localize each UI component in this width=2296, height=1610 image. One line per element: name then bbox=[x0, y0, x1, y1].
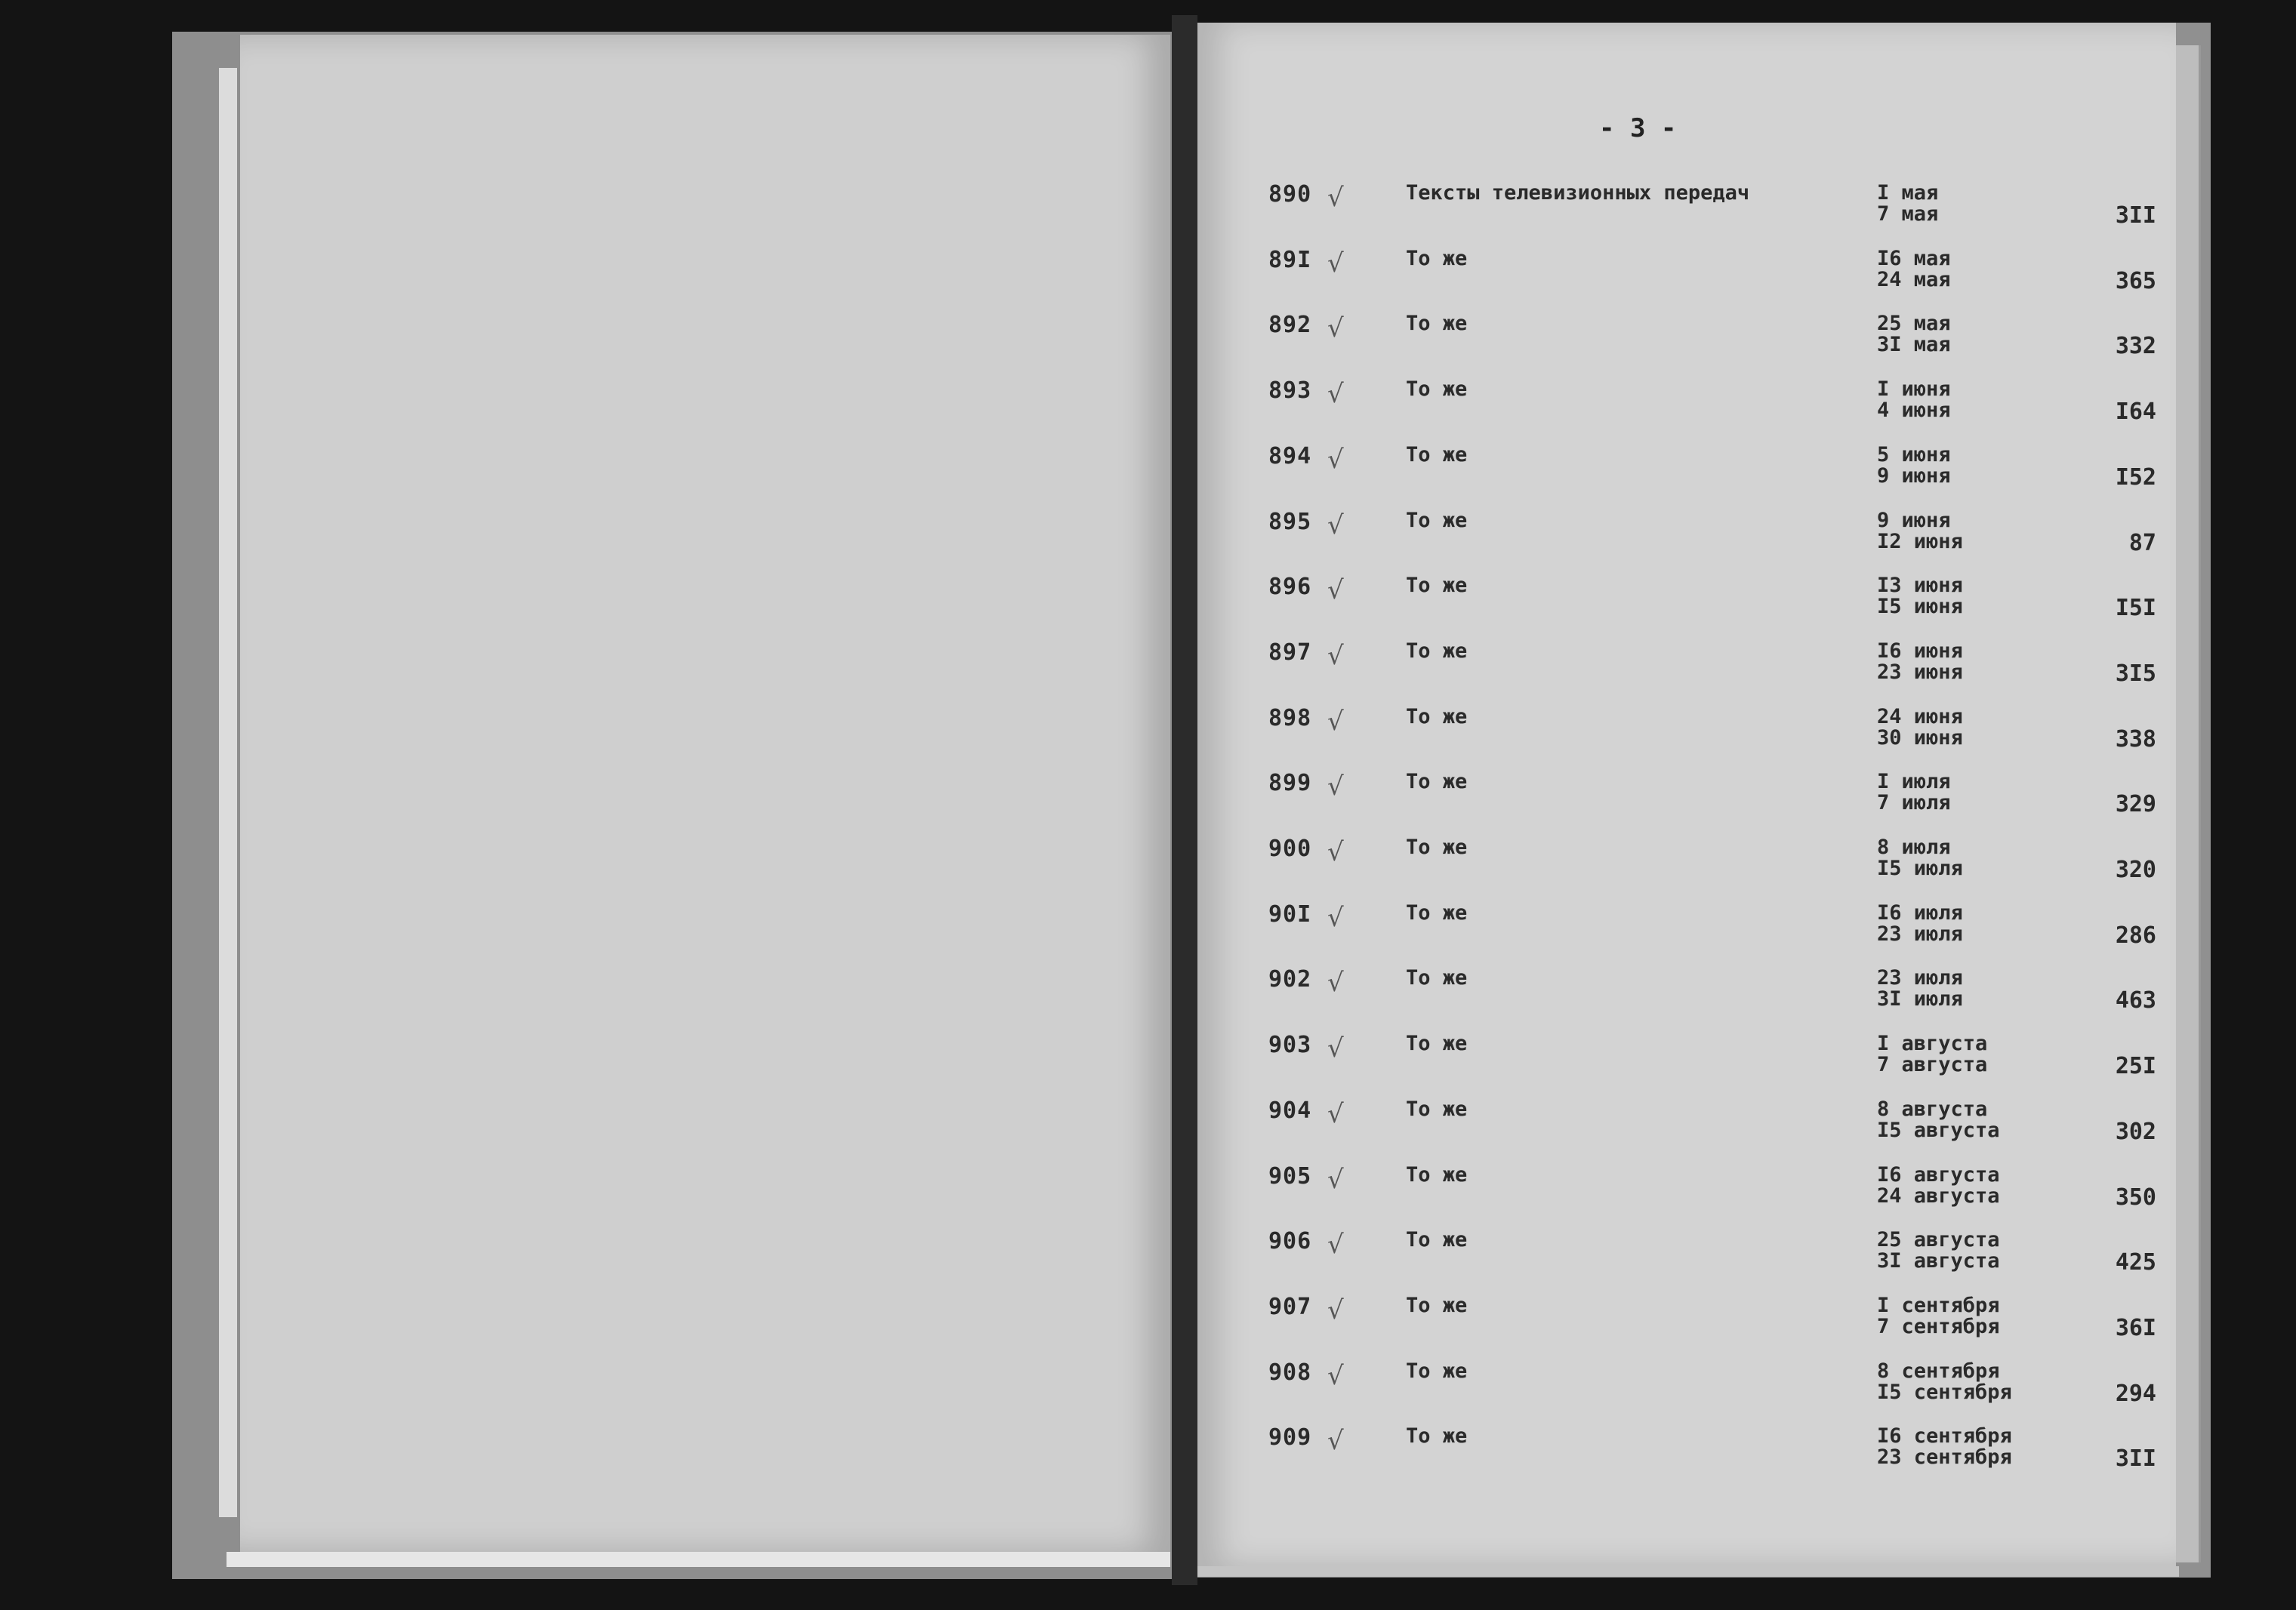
date-to: 7 августа bbox=[1877, 1053, 1988, 1077]
page-count: 25I bbox=[2115, 1053, 2156, 1080]
table-row bbox=[1197, 574, 2176, 634]
table-row bbox=[1197, 1424, 2176, 1485]
check-mark-icon: √ bbox=[1327, 183, 1344, 213]
table-row bbox=[1197, 247, 2176, 307]
date-to: 7 июля bbox=[1877, 791, 1951, 815]
page-count: 320 bbox=[2115, 857, 2156, 883]
item-title: То же bbox=[1406, 442, 1468, 466]
page-count: 338 bbox=[2115, 725, 2156, 753]
date-to: 3I августа bbox=[1877, 1249, 2000, 1273]
item-number: 908 bbox=[1268, 1359, 1312, 1386]
page-count: 87 bbox=[2128, 529, 2156, 556]
page-count: 3I5 bbox=[2115, 660, 2156, 687]
item-title: То же bbox=[1406, 966, 1468, 990]
item-number: 90I bbox=[1268, 900, 1312, 928]
table-row bbox=[1197, 901, 2176, 962]
left-page-edges bbox=[219, 68, 237, 1517]
date-to: 7 мая bbox=[1877, 202, 1939, 226]
check-mark-icon: √ bbox=[1327, 379, 1344, 410]
item-number: 904 bbox=[1268, 1097, 1312, 1124]
date-to: 30 июня bbox=[1877, 725, 1963, 750]
page-count: 286 bbox=[2115, 922, 2156, 949]
date-from: 23 июля bbox=[1877, 966, 1963, 990]
date-to: 23 июня bbox=[1877, 660, 1963, 684]
item-title: То же bbox=[1406, 574, 1468, 598]
table-row bbox=[1197, 770, 2176, 830]
item-number: 89I bbox=[1268, 246, 1312, 273]
item-title: То же bbox=[1406, 704, 1468, 728]
date-from: I июля bbox=[1877, 770, 1951, 794]
page-count: 3II bbox=[2115, 1445, 2156, 1473]
item-number: 898 bbox=[1268, 704, 1312, 731]
check-mark-icon: √ bbox=[1327, 837, 1344, 867]
item-title: То же bbox=[1406, 836, 1468, 859]
date-from: I августа bbox=[1877, 1032, 1988, 1056]
date-from: 25 августа bbox=[1877, 1228, 2000, 1252]
date-from: I6 мая bbox=[1877, 246, 1951, 270]
page-count: 302 bbox=[2115, 1118, 2156, 1145]
date-to: 3I июля bbox=[1877, 987, 1963, 1011]
table-row bbox=[1197, 443, 2176, 503]
date-from: I6 сентября bbox=[1877, 1424, 2012, 1448]
item-number: 894 bbox=[1268, 442, 1312, 469]
right-page-edges bbox=[2176, 45, 2201, 1562]
page-count: I52 bbox=[2115, 463, 2156, 491]
date-to: I5 июня bbox=[1877, 595, 1963, 619]
check-mark-icon: √ bbox=[1327, 1230, 1344, 1261]
page-count: 463 bbox=[2115, 987, 2156, 1014]
item-title: То же bbox=[1406, 1424, 1468, 1448]
check-mark-icon: √ bbox=[1327, 313, 1344, 344]
item-number: 890 bbox=[1268, 181, 1312, 208]
item-title: То же bbox=[1406, 377, 1468, 402]
date-from: 8 сентября bbox=[1877, 1359, 2000, 1383]
date-to: 7 сентября bbox=[1877, 1314, 2000, 1338]
table-row bbox=[1197, 509, 2176, 569]
item-title: Тексты телевизионных передач bbox=[1406, 181, 1750, 205]
page-count: 332 bbox=[2115, 333, 2156, 360]
table-row bbox=[1197, 639, 2176, 700]
right-bottom-edge bbox=[1197, 1566, 2179, 1577]
item-title: То же bbox=[1406, 1162, 1468, 1187]
left-bottom-edge bbox=[227, 1552, 1170, 1567]
date-from: I6 июня bbox=[1877, 639, 1963, 663]
item-title: То же bbox=[1406, 1097, 1468, 1121]
item-number: 895 bbox=[1268, 508, 1312, 535]
page-number: - 3 - bbox=[1599, 113, 1677, 143]
date-from: I сентября bbox=[1877, 1293, 2000, 1317]
check-mark-icon: √ bbox=[1327, 1360, 1344, 1391]
item-number: 906 bbox=[1268, 1228, 1312, 1255]
date-to: 23 июля bbox=[1877, 922, 1963, 946]
check-mark-icon: √ bbox=[1327, 509, 1344, 540]
left-page bbox=[240, 35, 1170, 1552]
check-mark-icon: √ bbox=[1327, 575, 1344, 606]
date-from: I июня bbox=[1877, 377, 1951, 402]
item-number: 909 bbox=[1268, 1424, 1312, 1451]
check-mark-icon: √ bbox=[1327, 968, 1344, 999]
date-to: 23 сентября bbox=[1877, 1445, 2012, 1470]
item-number: 902 bbox=[1268, 966, 1312, 993]
item-title: То же bbox=[1406, 900, 1468, 925]
item-title: То же bbox=[1406, 312, 1468, 336]
table-row bbox=[1197, 1359, 2176, 1420]
check-mark-icon: √ bbox=[1327, 1164, 1344, 1195]
date-from: I мая bbox=[1877, 181, 1939, 205]
item-number: 893 bbox=[1268, 377, 1312, 405]
item-number: 896 bbox=[1268, 574, 1312, 601]
page-count: I5I bbox=[2115, 595, 2156, 622]
date-from: 25 мая bbox=[1877, 312, 1951, 336]
item-title: То же bbox=[1406, 770, 1468, 794]
date-to: 9 июня bbox=[1877, 463, 1951, 488]
item-number: 897 bbox=[1268, 639, 1312, 666]
check-mark-icon: √ bbox=[1327, 444, 1344, 475]
check-mark-icon: √ bbox=[1327, 706, 1344, 737]
date-from: 24 июня bbox=[1877, 704, 1963, 728]
date-from: I3 июня bbox=[1877, 574, 1963, 598]
check-mark-icon: √ bbox=[1327, 1294, 1344, 1325]
date-to: I2 июня bbox=[1877, 529, 1963, 553]
item-title: То же bbox=[1406, 246, 1468, 270]
item-title: То же bbox=[1406, 1032, 1468, 1056]
check-mark-icon: √ bbox=[1327, 1098, 1344, 1129]
table-row bbox=[1197, 1097, 2176, 1158]
item-title: То же bbox=[1406, 639, 1468, 663]
page-count: 425 bbox=[2115, 1249, 2156, 1276]
check-mark-icon: √ bbox=[1327, 1426, 1344, 1457]
right-page bbox=[1197, 23, 2176, 1566]
table-row bbox=[1197, 181, 2176, 242]
check-mark-icon: √ bbox=[1327, 1033, 1344, 1064]
page-count: 365 bbox=[2115, 267, 2156, 294]
date-from: 9 июня bbox=[1877, 508, 1951, 532]
check-mark-icon: √ bbox=[1327, 248, 1344, 279]
date-from: I6 июля bbox=[1877, 900, 1963, 925]
table-row bbox=[1197, 1294, 2176, 1354]
item-number: 899 bbox=[1268, 770, 1312, 797]
item-number: 905 bbox=[1268, 1162, 1312, 1190]
book-gutter bbox=[1172, 15, 1197, 1585]
page-count: I64 bbox=[2115, 399, 2156, 426]
table-row bbox=[1197, 1228, 2176, 1288]
table-row bbox=[1197, 312, 2176, 372]
table-row bbox=[1197, 966, 2176, 1027]
page-count: 36I bbox=[2115, 1314, 2156, 1341]
item-number: 900 bbox=[1268, 836, 1312, 862]
date-to: I5 июля bbox=[1877, 857, 1963, 880]
date-to: 24 мая bbox=[1877, 267, 1951, 291]
check-mark-icon: √ bbox=[1327, 640, 1344, 671]
table-row bbox=[1197, 377, 2176, 438]
item-number: 903 bbox=[1268, 1032, 1312, 1059]
date-from: 5 июня bbox=[1877, 442, 1951, 466]
page-count: 350 bbox=[2115, 1184, 2156, 1211]
check-mark-icon: √ bbox=[1327, 771, 1344, 802]
page-count: 294 bbox=[2115, 1380, 2156, 1407]
item-title: То же bbox=[1406, 1359, 1468, 1383]
date-from: 8 июля bbox=[1877, 836, 1951, 859]
item-title: То же bbox=[1406, 1228, 1468, 1252]
item-title: То же bbox=[1406, 508, 1468, 532]
date-to: 3I мая bbox=[1877, 333, 1951, 357]
page-count: 3II bbox=[2115, 202, 2156, 229]
date-to: 4 июня bbox=[1877, 399, 1951, 423]
table-row bbox=[1197, 1032, 2176, 1092]
date-from: 8 августа bbox=[1877, 1097, 1988, 1121]
item-title: То же bbox=[1406, 1293, 1468, 1317]
page-count: 329 bbox=[2115, 791, 2156, 818]
date-to: 24 августа bbox=[1877, 1184, 2000, 1208]
date-to: I5 сентября bbox=[1877, 1380, 2012, 1404]
item-number: 892 bbox=[1268, 312, 1312, 339]
check-mark-icon: √ bbox=[1327, 902, 1344, 933]
table-row bbox=[1197, 1163, 2176, 1224]
table-row bbox=[1197, 836, 2176, 896]
date-from: I6 августа bbox=[1877, 1162, 2000, 1187]
table-row bbox=[1197, 705, 2176, 765]
item-number: 907 bbox=[1268, 1293, 1312, 1320]
date-to: I5 августа bbox=[1877, 1118, 2000, 1142]
